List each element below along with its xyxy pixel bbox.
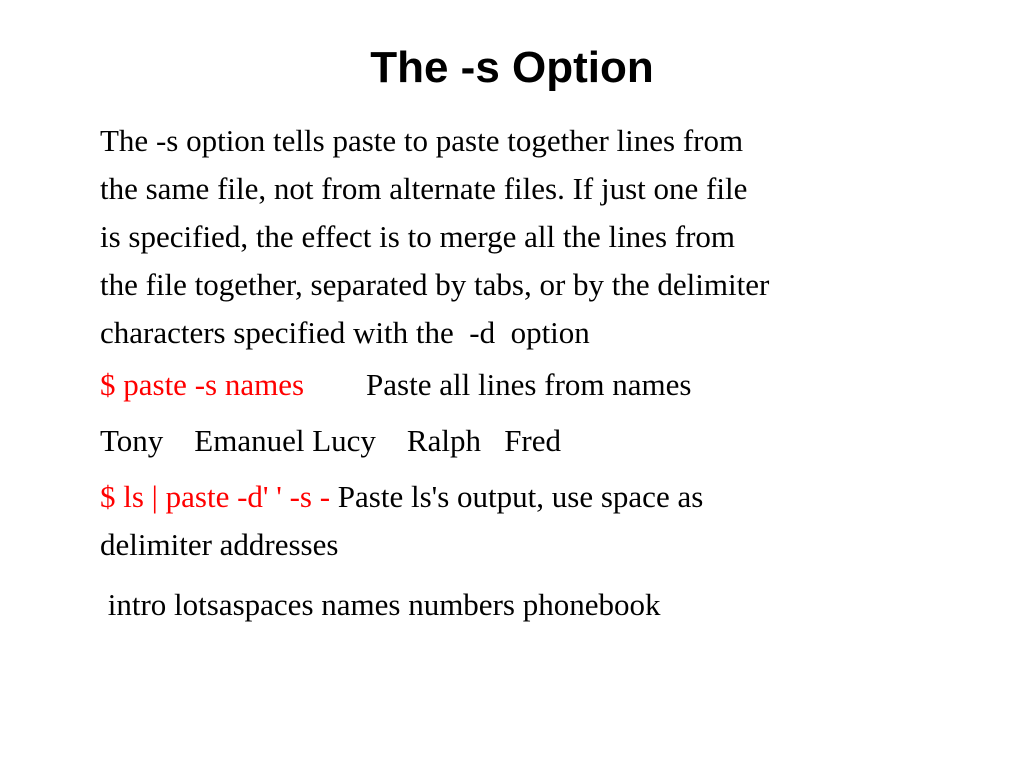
- example-paste-s: [100, 361, 980, 409]
- command-description: Paste all lines from names: [366, 367, 692, 402]
- example-ls-paste: [100, 473, 980, 569]
- command-description: Paste ls's output, use space as: [330, 479, 704, 514]
- slide-body: [100, 117, 980, 629]
- intro-line: the file together, separated by tabs, or by the delimiter: [100, 267, 770, 302]
- command-description-continued: delimiter addresses: [100, 527, 339, 562]
- example-line: [100, 473, 980, 521]
- slide-title: The -s Option: [370, 43, 654, 92]
- intro-line: characters specified with the -d option: [100, 315, 590, 350]
- command-text: $ paste -s names: [100, 367, 305, 402]
- intro-line: is specified, the effect is to merge all the lines from: [100, 219, 736, 254]
- output-names: Tony Emanuel Lucy Ralph Fred: [100, 423, 562, 458]
- intro-line: The -s option tells paste to paste together lines from: [100, 123, 744, 158]
- command-text: $ ls | paste -d' ' -s -: [100, 479, 331, 514]
- intro-line: the same file, not from alternate files. If just one file: [100, 171, 748, 206]
- command-spacer: [304, 367, 366, 402]
- intro-paragraph: [100, 117, 980, 357]
- output-files: intro lotsaspaces names numbers phonebook: [100, 587, 661, 622]
